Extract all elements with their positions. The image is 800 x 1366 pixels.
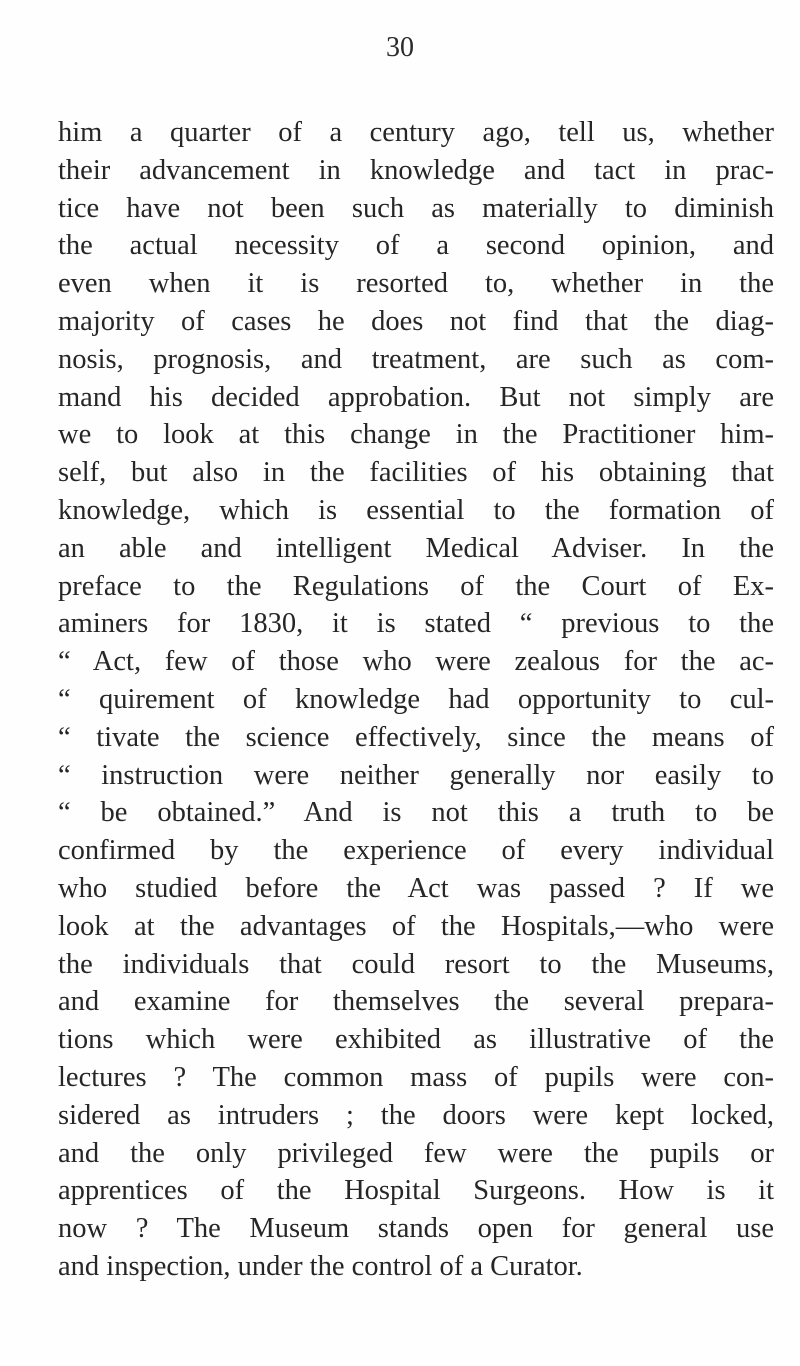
text-line: we to look at this change in the Practitioner him- [58,419,774,451]
text-line: self, but also in the facilities of his obtaining that [58,457,774,489]
text-line: the individuals that could resort to the Museums, [58,948,774,980]
text-line: him a quarter of a century ago, tell us, whether [58,117,774,148]
text-line: knowledge, which is essential to the formation of [58,494,774,526]
text-line: “ be obtained.” And is not this a truth to be [58,797,774,829]
text-line: and examine for themselves the several prepara- [58,986,774,1018]
text-line: “ quirement of knowledge had opportunity to cul- [58,683,774,715]
page-number: 30 [386,32,414,63]
text-line: “ instruction were neither generally nor easily to [58,759,774,791]
text-line: sidered as intruders ; the doors were kept locked, [58,1099,774,1131]
text-line: look at the advantages of the Hospitals,—who were [58,910,774,942]
text-line: tions which were exhibited as illustrative of the [58,1024,774,1056]
text-line: aminers for 1830, it is stated “ previous to the [58,608,774,640]
body-text [58,114,774,1286]
text-line: even when it is resorted to, whether in the [58,268,774,300]
text-line: preface to the Regulations of the Court of Ex- [58,570,774,602]
text-line: the actual necessity of a second opinion, and [58,230,774,262]
text-line: “ Act, few of those who were zealous for the ac- [58,646,774,678]
text-line: an able and intelligent Medical Adviser. In the [58,532,774,564]
text-line: tice have not been such as materially to diminish [58,192,774,224]
text-line: confirmed by the experience of every individual [58,835,774,867]
text-line: apprentices of the Hospital Surgeons. How is it [58,1175,774,1207]
text-line: majority of cases he does not find that the diag- [58,305,774,337]
text-line: and the only privileged few were the pupils or [58,1137,774,1169]
text-line: who studied before the Act was passed ? If we [58,872,774,904]
text-line: nosis, prognosis, and treatment, are such as com- [58,343,774,375]
text-line: lectures ? The common mass of pupils were con- [58,1061,774,1093]
text-line: now ? The Museum stands open for general use [58,1213,774,1245]
text-line: “ tivate the science effectively, since the means of [58,721,774,753]
text-line: and inspection, under the control of a Curator. [58,1250,583,1282]
text-line: mand his decided approbation. But not simply are [58,381,774,413]
text-line: their advancement in knowledge and tact in prac- [58,154,774,186]
